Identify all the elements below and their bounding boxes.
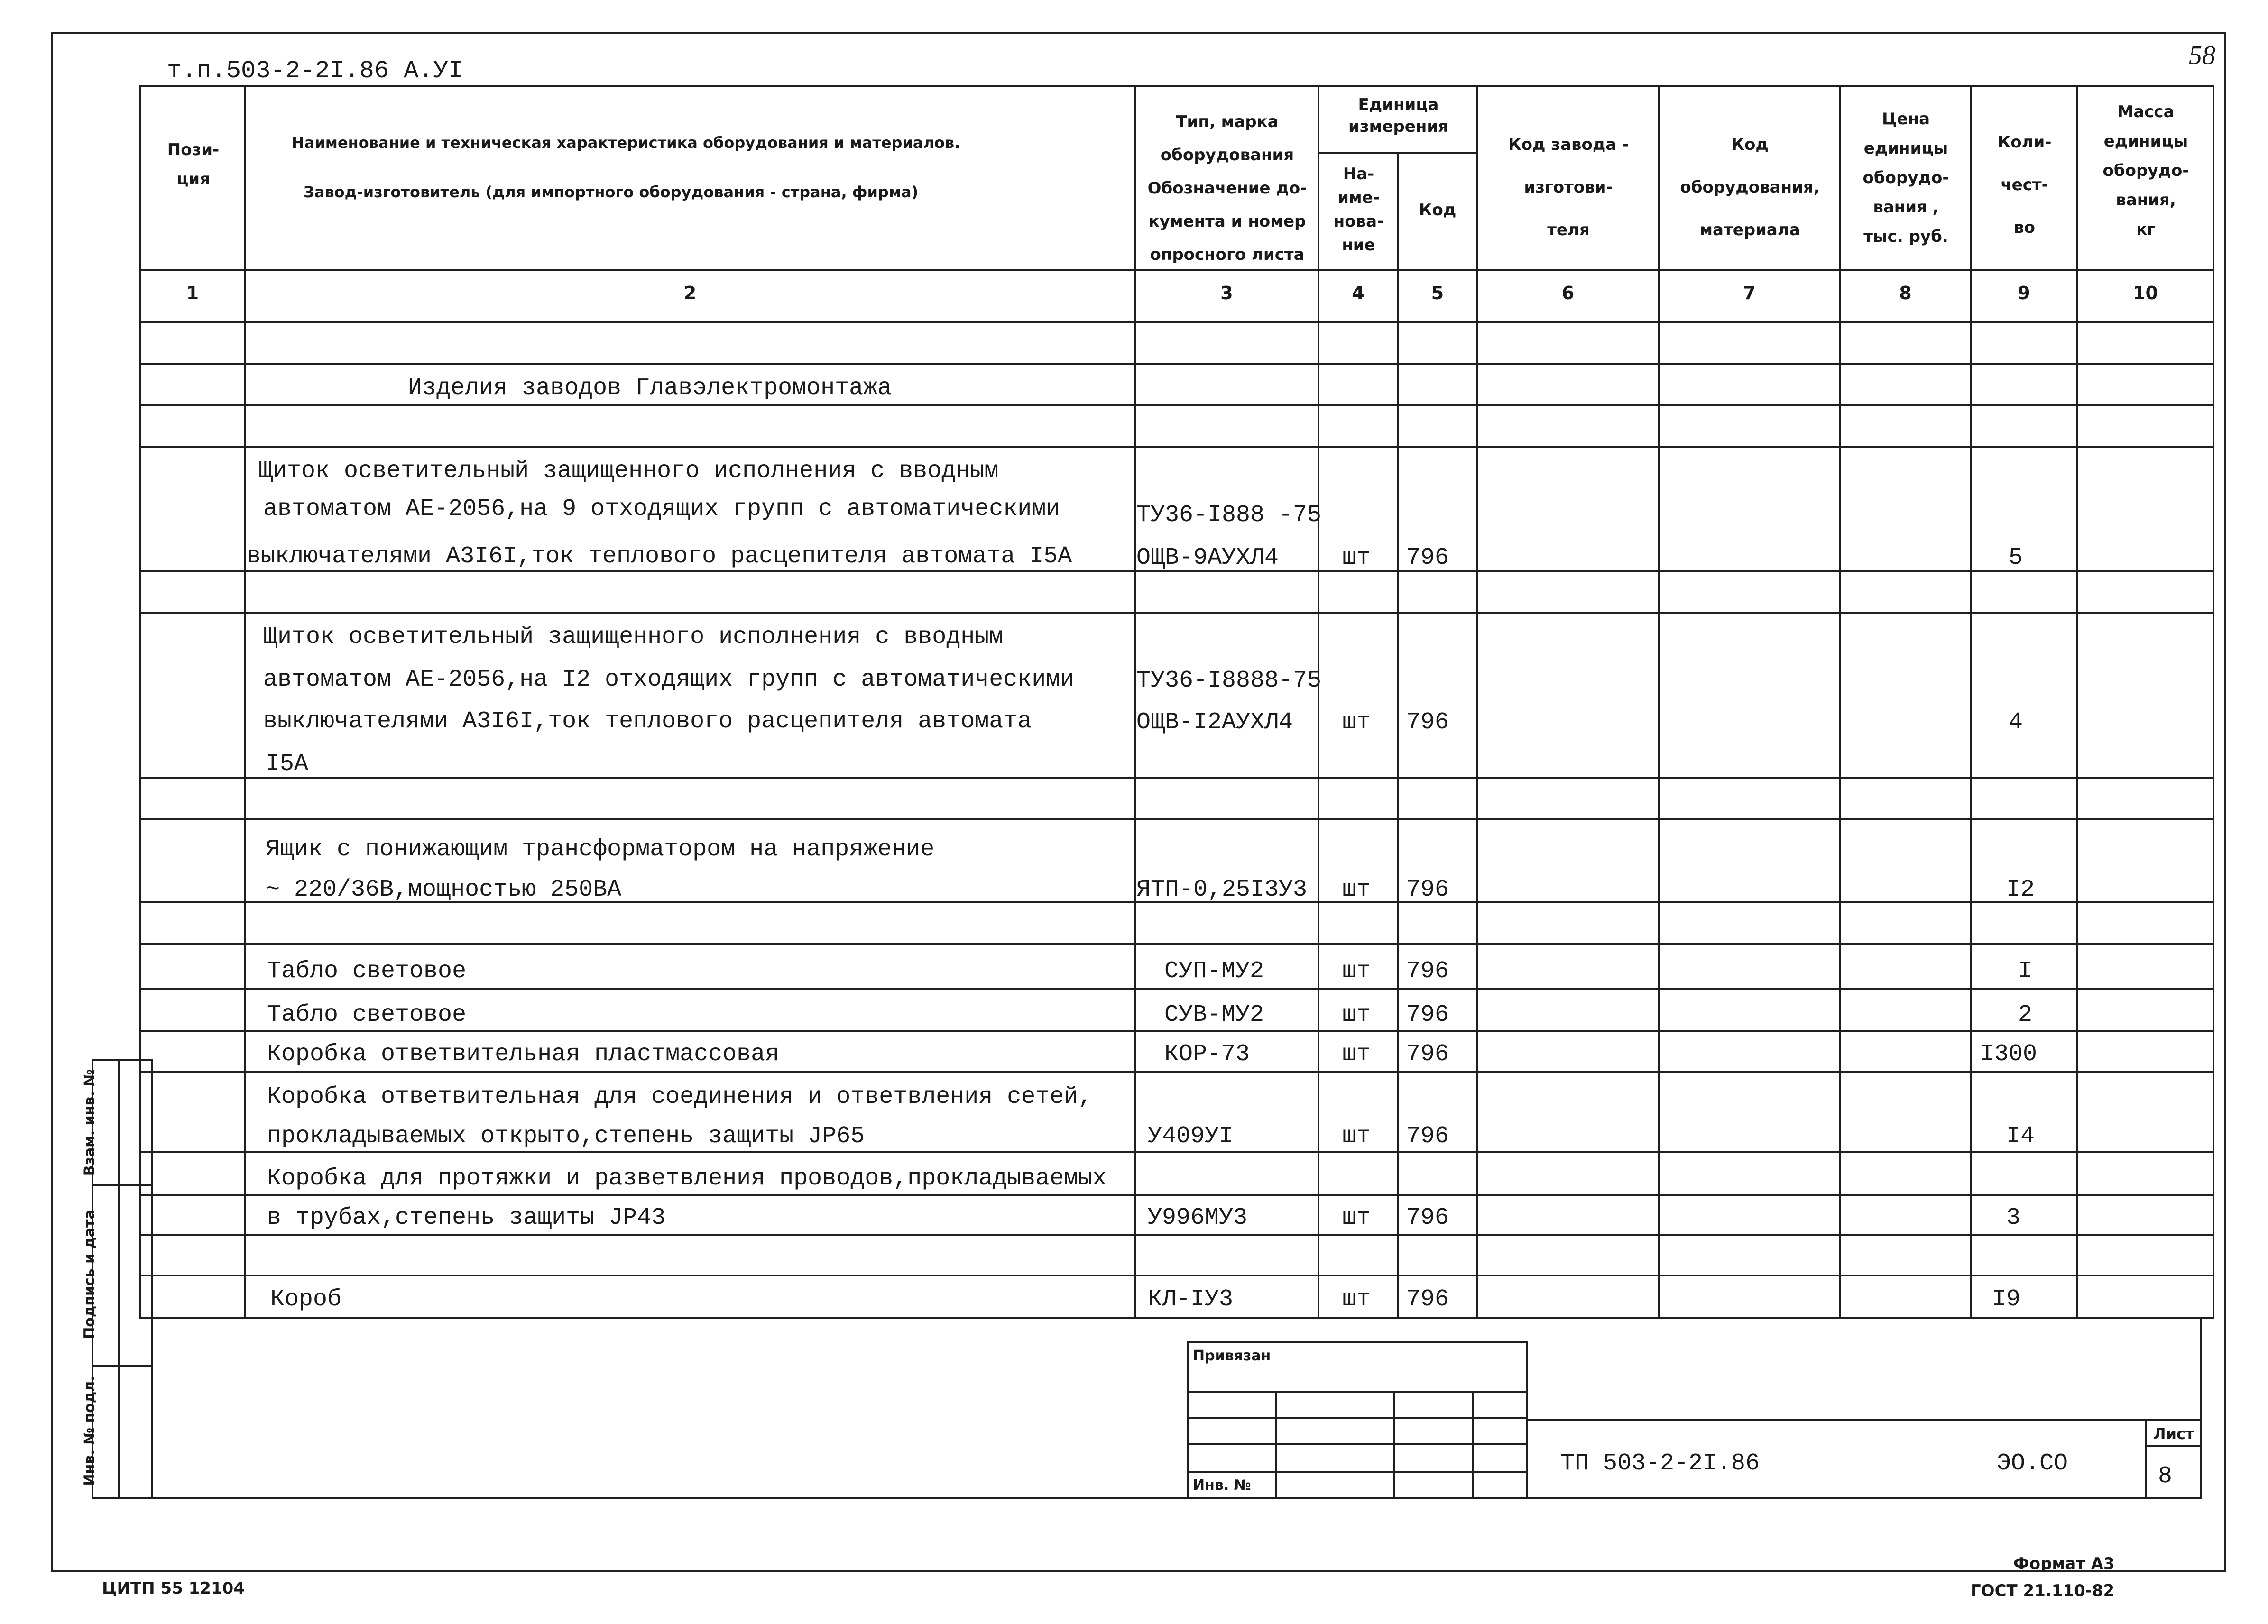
item-unit: шт [1342,1041,1371,1068]
item-unit-code: 796 [1406,1204,1449,1231]
item-name: Короб [270,1286,342,1313]
item-unit: шт [1342,709,1371,736]
document-reference: т.п.503-2-2I.86 А.УI [167,57,463,85]
item-type: У409УI [1148,1123,1234,1150]
item-unit: шт [1342,1286,1371,1313]
item-quantity: 2 [2018,1001,2033,1028]
item-name: автоматом АЕ-2056,на I2 отходящих групп с автоматическими [263,666,1075,693]
side-label-inventory: Инв. № подл. [81,1376,98,1486]
header-unit-name: На- име- нова- ние [1333,165,1384,255]
col-number: 3 [1220,283,1233,303]
item-unit-code: 796 [1406,709,1449,736]
item-type: СУВ-МУ2 [1164,1001,1264,1028]
stamp-inv-no: Инв. № [1193,1477,1251,1494]
col-number: 7 [1743,283,1756,303]
header-price: Цена единицы оборудо- вания , тыс. руб. [1862,110,1949,246]
col-number: 9 [2018,283,2030,303]
item-unit: шт [1342,958,1371,985]
item-quantity: 5 [2009,544,2023,571]
header-mass: Масса единицы оборудо- вания, кг [2102,102,2189,239]
header-name-line1: Наименование и техническая характеристика оборудования и материалов. [292,134,960,152]
item-unit: шт [1342,1204,1371,1231]
doc-code: ТП 503-2-2I.86 [1560,1450,1760,1477]
item-type: КЛ-IУ3 [1148,1286,1234,1313]
item-name: прокладываемых открыто,степень защиты JP65 [267,1123,865,1150]
header-name-line2: Завод-изготовитель (для импортного оборудования - страна, фирма) [304,183,919,201]
item-unit-code: 796 [1406,1286,1449,1313]
header-type: Тип, марка оборудования Обозначение до- кумента и номер опросного листа [1147,112,1307,264]
list-label: Лист [2153,1425,2194,1443]
col-number: 4 [1352,283,1364,303]
item-quantity: I [2018,958,2033,985]
item-name: I5А [266,751,309,778]
col-number: 1 [186,283,199,303]
item-name: Табло световое [267,958,467,985]
item-quantity: I300 [1980,1041,2038,1068]
header-equipment-code: Код оборудования, материала [1680,135,1820,239]
item-type: СУП-МУ2 [1164,958,1264,985]
col-number: 5 [1431,283,1444,303]
item-name: выключателями А3I6I,ток теплового расцепителя автомата [263,708,1032,735]
section-code: ЭО.СО [1997,1450,2068,1477]
footer-citp: ЦИТП 55 12104 [102,1579,245,1598]
item-unit: шт [1342,544,1371,571]
item-document: ТУ36-I8888-75 [1136,667,1322,694]
list-number: 8 [2158,1463,2173,1490]
sheet-corner-number: 58 [2189,41,2215,70]
item-quantity: 4 [2009,709,2023,736]
item-quantity: I4 [2006,1123,2035,1150]
section-title: Изделия заводов Главэлектромонтажа [408,375,892,402]
header-quantity: Коли- чест- во [1997,133,2052,237]
item-unit-code: 796 [1406,544,1449,571]
item-unit: шт [1342,1123,1371,1150]
item-unit-code: 796 [1406,958,1449,985]
item-name: Щиток осветительный защищенного исполнения с вводным [258,458,999,485]
side-label-replacement: Взам. инв. № [81,1069,98,1176]
item-name: Коробка ответвительная для соединения и ответвления сетей, [267,1083,1093,1110]
item-unit: шт [1342,1001,1371,1028]
item-unit: шт [1342,876,1371,903]
header-unit-code: Код [1419,201,1457,220]
item-unit-code: 796 [1406,1041,1449,1068]
footer-gost: ГОСТ 21.110-82 [1971,1581,2115,1600]
item-quantity: 3 [2006,1204,2021,1231]
item-type: ЯТП-0,25I3У3 [1136,876,1308,903]
item-name: Ящик с понижающим трансформатором на напряжение [266,836,935,863]
col-number: 6 [1561,283,1575,303]
item-name: автоматом АЕ-2056,на 9 отходящих групп с автоматическими [263,495,1060,523]
item-type: У996МУ3 [1148,1204,1248,1231]
col-number: 8 [1899,283,1912,303]
item-name: Табло световое [267,1001,467,1028]
header-position: Пози- ция [167,140,220,189]
stamp-privyazan: Привязан [1193,1348,1271,1364]
header-plant-code: Код завода - изготови- теля [1508,135,1629,239]
item-name: ~ 220/36В,мощностью 250ВА [266,876,622,903]
item-document: ТУ36-I888 -75 [1136,502,1322,529]
item-unit-code: 796 [1406,1123,1449,1150]
item-type: ОЩВ-9АУХЛ4 [1136,544,1279,571]
item-type: КОР-73 [1164,1041,1250,1068]
item-name: Щиток осветительный защищенного исполнения с вводным [263,624,1004,651]
col-number: 2 [683,283,697,303]
item-name: Коробка для протяжки и разветвления проводов,прокладываемых [267,1165,1107,1192]
item-quantity: I9 [1992,1286,2021,1313]
item-name: выключателями А3I6I,ток теплового расцепителя автомата I5А [247,543,1072,570]
header-unit-group: Единица измерения [1348,95,1448,136]
item-name: Коробка ответвительная пластмассовая [267,1041,780,1068]
item-type: ОЩВ-I2АУХЛ4 [1136,709,1293,736]
item-unit-code: 796 [1406,1001,1449,1028]
item-quantity: I2 [2006,876,2035,903]
col-number: 10 [2133,283,2158,303]
side-label-signature: Подпись и дата [81,1210,98,1339]
item-unit-code: 796 [1406,876,1449,903]
item-name: в трубах,степень защиты JP43 [267,1204,666,1231]
footer-format: Формат А3 [2013,1554,2115,1573]
